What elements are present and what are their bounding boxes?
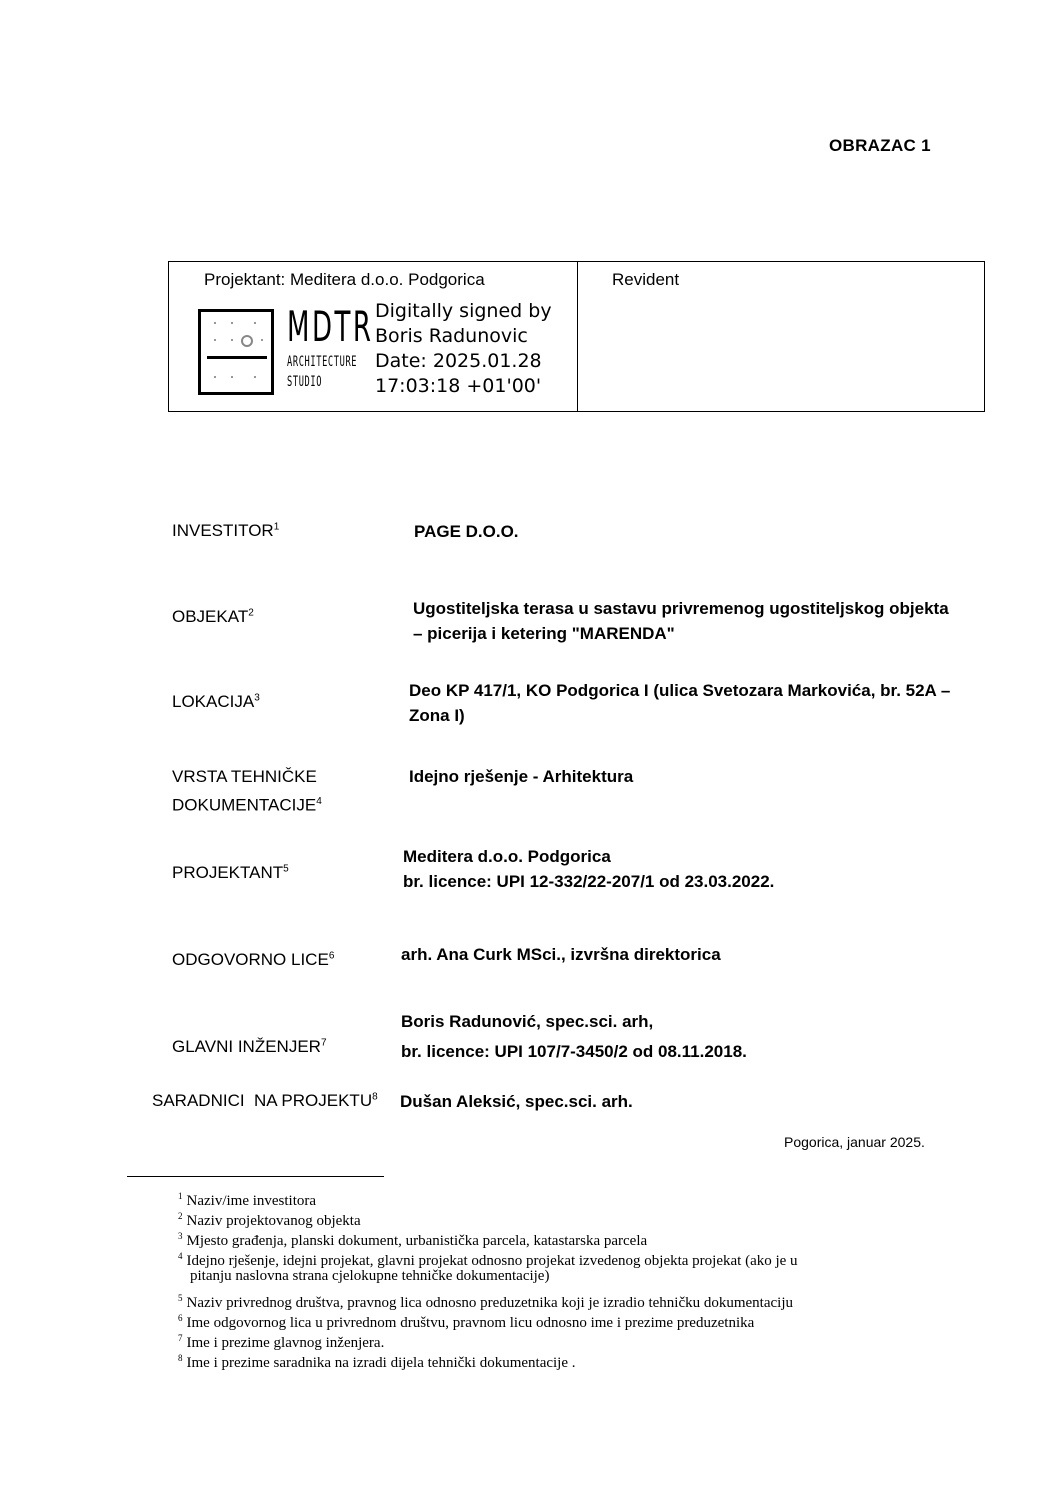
logo-square xyxy=(198,309,274,395)
signature-line: Boris Radunovic xyxy=(375,325,528,347)
form-number: OBRAZAC 1 xyxy=(829,136,931,155)
field-value-lokacija: Deo KP 417/1, KO Podgorica I (ulica Svetozara Markovića, br. 52A – Zona I) xyxy=(409,681,951,725)
field-value-projektant: Meditera d.o.o. Podgorica br. licence: UPI 12-332/22-207/1 od 23.03.2022. xyxy=(403,847,775,891)
place-date: Pogorica, januar 2025. xyxy=(784,1134,925,1150)
footnote: $^4$ Idejno rješenje, idejni projekat, glavni projekat odnosno projekat izvedenog objekta projekat (ako je u xyxy=(178,1251,798,1269)
box-divider xyxy=(577,262,578,411)
field-value-odgovorno-lice: arh. Ana Curk MSci., izvršna direktorica xyxy=(401,945,721,964)
field-label-lokacija: LOKACIJA$^3$ xyxy=(172,692,260,711)
field-label-investitor: INVESTITOR$^1$ xyxy=(172,521,280,540)
footnote: $^2$ Naziv projektovanog objekta xyxy=(178,1211,361,1229)
logo-dot xyxy=(214,339,216,341)
field-label-projektant: PROJEKTANT$^5$ xyxy=(172,863,289,882)
logo-dot xyxy=(231,322,233,324)
field-label-vrsta: VRSTA TEHNIČKE DOKUMENTACIJE$^4$ xyxy=(172,767,322,815)
field-label-odgovorno-lice: ODGOVORNO LICE$^6$ xyxy=(172,950,335,969)
signature-line: Date: 2025.01.28 xyxy=(375,350,542,372)
field-value-vrsta: Idejno rješenje - Arhitektura xyxy=(409,767,634,786)
field-label-glavni-inzenjer: GLAVNI INŽENJER$^7$ xyxy=(172,1037,327,1056)
logo-wordmark: MDTR xyxy=(287,302,374,351)
logo-dot xyxy=(214,376,216,378)
projektant-header: Projektant: Meditera d.o.o. Podgorica xyxy=(204,270,485,289)
header-box xyxy=(168,261,985,412)
revident-label: Revident xyxy=(612,270,680,289)
logo-dot xyxy=(254,322,256,324)
footnote: $^5$ Naziv privrednog društva, pravnog lica odnosno preduzetnika koji je izradio tehničku dokumentaciju xyxy=(178,1293,793,1311)
footnote-rule xyxy=(127,1176,384,1177)
logo-dot xyxy=(231,376,233,378)
logo-subtitle: STUDIO xyxy=(287,374,323,390)
signature-line: 17:03:18 +01'00' xyxy=(375,375,542,397)
logo-dot xyxy=(231,339,233,341)
field-label-objekat: OBJEKAT$^2$ xyxy=(172,607,254,626)
field-label-saradnici: SARADNICI NA PROJEKTU$^8$ xyxy=(152,1091,378,1110)
footnote-continuation: pitanju naslovna strana cjelokupne tehničke dokumentacije) xyxy=(190,1268,550,1284)
logo-subtitle: ARCHITECTURE xyxy=(287,354,358,370)
footnote: $^1$ Naziv/ime investitora xyxy=(178,1191,317,1209)
footnote: $^7$ Ime i prezime glavnog inženjera. xyxy=(178,1333,385,1351)
field-value-investitor: PAGE D.O.O. xyxy=(414,522,519,541)
signature-line: Digitally signed by xyxy=(375,300,552,322)
field-value-saradnici: Dušan Aleksić, spec.sci. arh. xyxy=(400,1092,633,1111)
logo-dot xyxy=(214,322,216,324)
logo-dot xyxy=(261,339,263,341)
logo-dot xyxy=(254,376,256,378)
logo-bar xyxy=(207,356,267,359)
footnote: $^6$ Ime odgovornog lica u privrednom društvu, pravnom licu odnosno ime i prezime preduzetnika xyxy=(178,1313,755,1331)
logo-circle-icon xyxy=(241,335,253,347)
footnote: $^8$ Ime i prezime saradnika na izradi dijela tehnički dokumentacije . xyxy=(178,1353,576,1371)
footnote: $^3$ Mjesto građenja, planski dokument, urbanistička parcela, katastarska parcela xyxy=(178,1231,648,1249)
field-value-objekat: Ugostiteljska terasa u sastavu privremenog ugostiteljskog objekta – picerija i ketering "MARENDA" xyxy=(413,599,949,643)
field-value-glavni-inzenjer: Boris Radunović, spec.sci. arh, br. licence: UPI 107/7-3450/2 od 08.11.2018. xyxy=(401,1012,747,1061)
